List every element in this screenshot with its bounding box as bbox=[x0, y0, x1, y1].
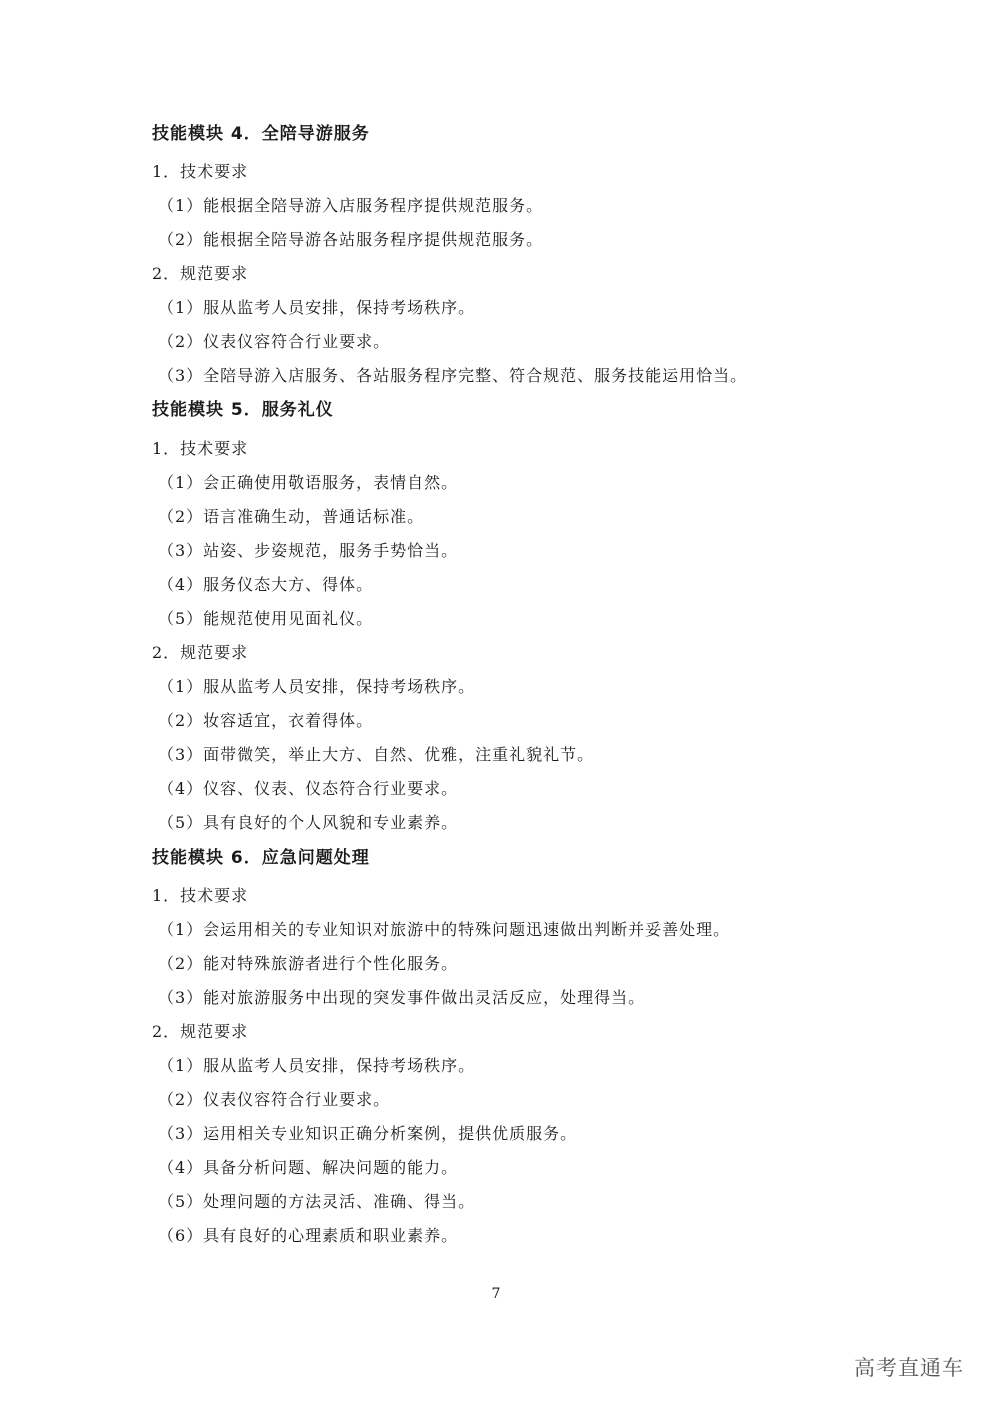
list-item: （5）具有良好的个人风貌和专业素养。 bbox=[158, 813, 459, 832]
group-label: 2．规范要求 bbox=[152, 1022, 249, 1041]
list-item: （6）具有良好的心理素质和职业素养。 bbox=[158, 1226, 459, 1245]
list-item: （2）妆容适宜，衣着得体。 bbox=[158, 711, 374, 730]
list-item: （3）全陪导游入店服务、各站服务程序完整、符合规范、服务技能运用恰当。 bbox=[158, 366, 748, 385]
section-title: 技能模块 5．服务礼仪 bbox=[152, 400, 334, 420]
list-item: （2）能对特殊旅游者进行个性化服务。 bbox=[158, 954, 459, 973]
list-item: （4）服务仪态大方、得体。 bbox=[158, 575, 374, 594]
page-number: 7 bbox=[491, 1286, 501, 1302]
group-label: 2．规范要求 bbox=[152, 643, 249, 662]
list-item: （2）仪表仪容符合行业要求。 bbox=[158, 1090, 391, 1109]
list-item: （1）服从监考人员安排，保持考场秩序。 bbox=[158, 1056, 476, 1075]
group-label: 1．技术要求 bbox=[152, 439, 249, 458]
list-item: （3）能对旅游服务中出现的突发事件做出灵活反应，处理得当。 bbox=[158, 988, 646, 1007]
list-item: （1）会运用相关的专业知识对旅游中的特殊问题迅速做出判断并妥善处理。 bbox=[158, 920, 731, 939]
watermark: 高考直通车 bbox=[854, 1356, 964, 1380]
list-item: （2）语言准确生动，普通话标准。 bbox=[158, 507, 425, 526]
section-title: 技能模块 4．全陪导游服务 bbox=[152, 124, 370, 144]
list-item: （5）处理问题的方法灵活、准确、得当。 bbox=[158, 1192, 476, 1211]
group-label: 2．规范要求 bbox=[152, 264, 249, 283]
list-item: （2）仪表仪容符合行业要求。 bbox=[158, 332, 391, 351]
list-item: （1）服从监考人员安排，保持考场秩序。 bbox=[158, 298, 476, 317]
list-item: （3）面带微笑，举止大方、自然、优雅，注重礼貌礼节。 bbox=[158, 745, 595, 764]
group-label: 1．技术要求 bbox=[152, 162, 249, 181]
list-item: （3）站姿、步姿规范，服务手势恰当。 bbox=[158, 541, 459, 560]
list-item: （1）服从监考人员安排，保持考场秩序。 bbox=[158, 677, 476, 696]
list-item: （1）会正确使用敬语服务，表情自然。 bbox=[158, 473, 459, 492]
group-label: 1．技术要求 bbox=[152, 886, 249, 905]
list-item: （3）运用相关专业知识正确分析案例，提供优质服务。 bbox=[158, 1124, 578, 1143]
list-item: （4）具备分析问题、解决问题的能力。 bbox=[158, 1158, 459, 1177]
list-item: （5）能规范使用见面礼仪。 bbox=[158, 609, 374, 628]
list-item: （1）能根据全陪导游入店服务程序提供规范服务。 bbox=[158, 196, 544, 215]
list-item: （4）仪容、仪表、仪态符合行业要求。 bbox=[158, 779, 459, 798]
list-item: （2）能根据全陪导游各站服务程序提供规范服务。 bbox=[158, 230, 544, 249]
section-title: 技能模块 6．应急问题处理 bbox=[152, 848, 370, 868]
